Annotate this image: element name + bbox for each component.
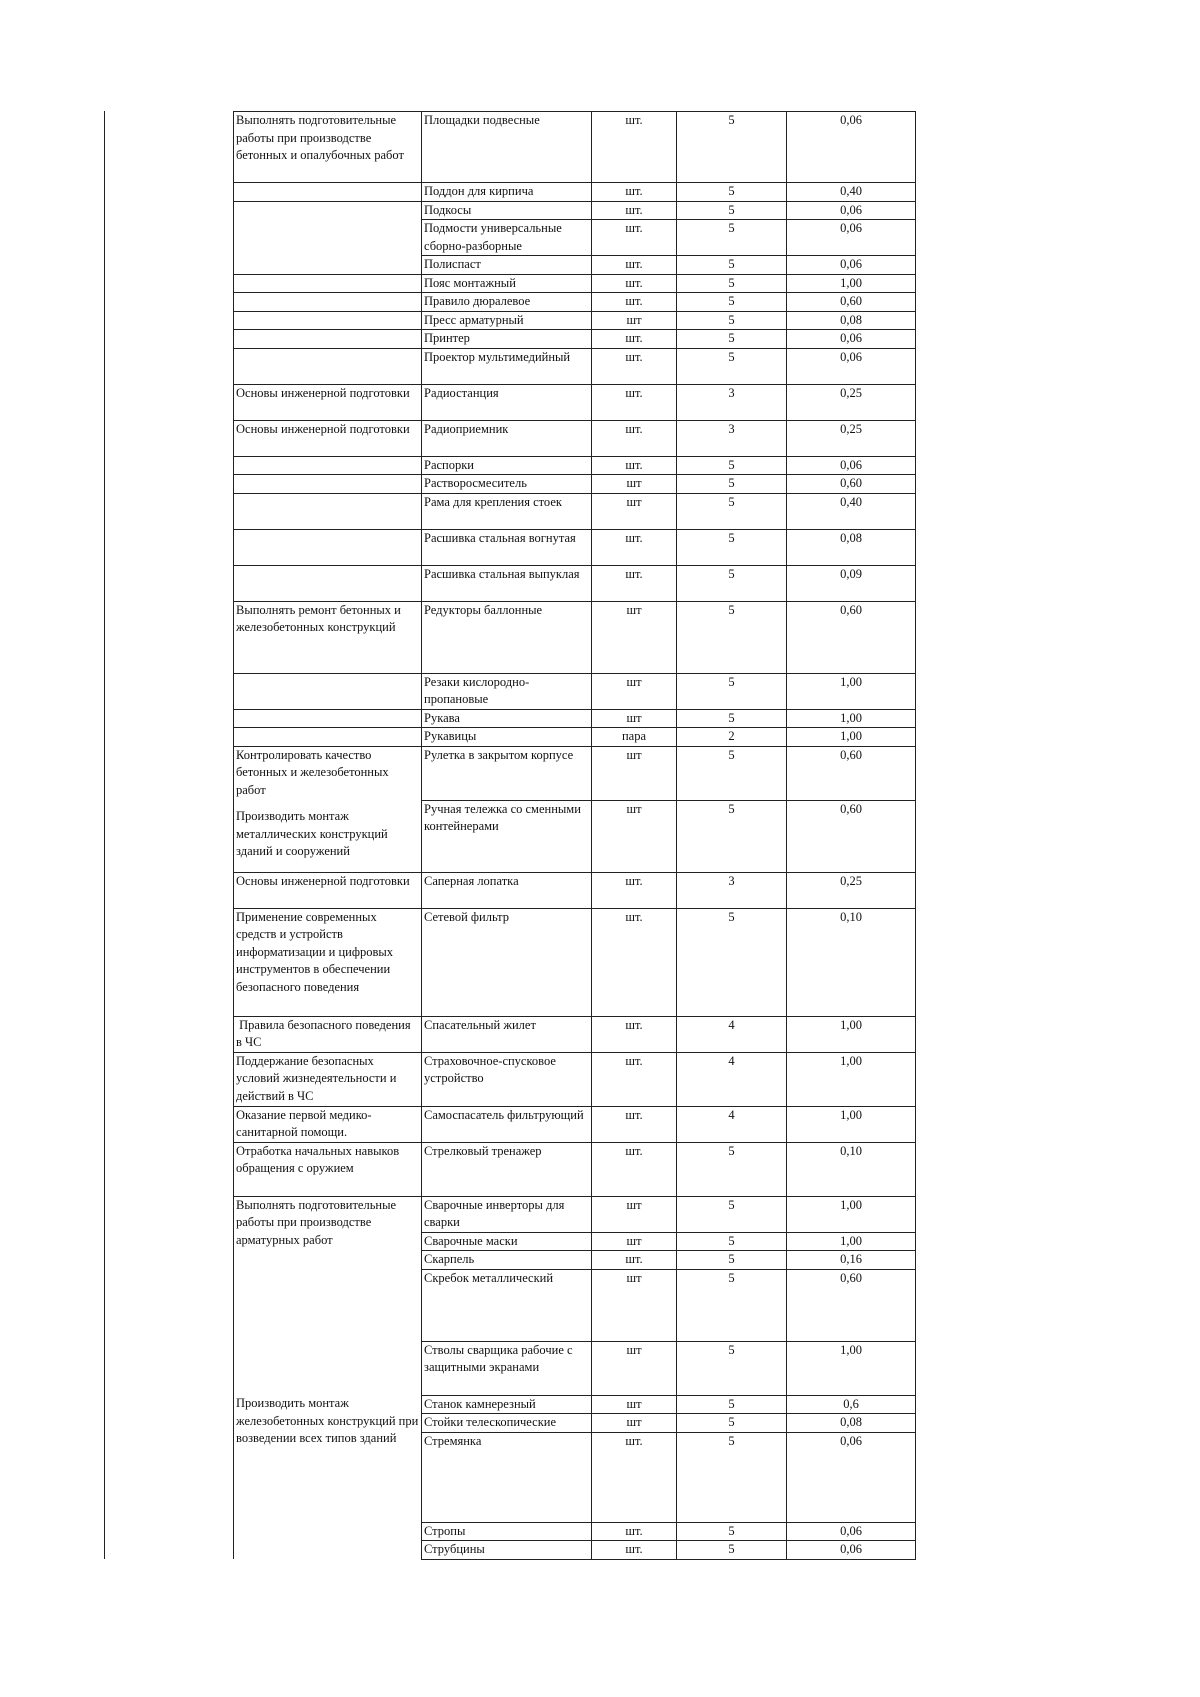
- item-name-cell: Принтер: [422, 330, 592, 349]
- equipment-table: [233, 111, 916, 1560]
- item-name-cell: Поддон для кирпича: [422, 183, 592, 202]
- item-name-cell: Ручная тележка со сменными контейнерами: [422, 800, 592, 872]
- table-row: [234, 1142, 916, 1196]
- coefficient-cell: 0,60: [787, 475, 916, 494]
- unit-cell: шт.: [592, 1052, 677, 1106]
- coefficient-cell: 0,60: [787, 601, 916, 673]
- table-row: [234, 1106, 916, 1142]
- item-name-cell: Расшивка стальная выпуклая: [422, 565, 592, 601]
- unit-cell: шт.: [592, 274, 677, 293]
- competency-cell: [234, 456, 422, 475]
- quantity-cell: 5: [677, 1196, 787, 1232]
- coefficient-cell: 1,00: [787, 274, 916, 293]
- quantity-cell: 5: [677, 293, 787, 312]
- competency-cell: Основы инженерной подготовки: [234, 384, 422, 420]
- unit-cell: шт: [592, 1341, 677, 1395]
- item-name-cell: Самоспасатель фильтрующий: [422, 1106, 592, 1142]
- competency-cell: Правила безопасного поведения в ЧС: [234, 1016, 422, 1052]
- competency-cell: [234, 728, 422, 747]
- competency-cell: [234, 565, 422, 601]
- competency-cell: [234, 274, 422, 293]
- coefficient-cell: 1,00: [787, 1016, 916, 1052]
- table-row: [234, 201, 916, 220]
- quantity-cell: 2: [677, 728, 787, 747]
- coefficient-cell: 0,10: [787, 908, 916, 1016]
- unit-cell: шт.: [592, 112, 677, 183]
- unit-cell: шт.: [592, 330, 677, 349]
- quantity-cell: 5: [677, 1269, 787, 1341]
- item-name-cell: Редукторы баллонные: [422, 601, 592, 673]
- item-name-cell: Подкосы: [422, 201, 592, 220]
- unit-cell: шт.: [592, 420, 677, 456]
- item-name-cell: Стрелковый тренажер: [422, 1142, 592, 1196]
- unit-cell: шт.: [592, 1142, 677, 1196]
- quantity-cell: 5: [677, 1251, 787, 1270]
- item-name-cell: Стропы: [422, 1522, 592, 1541]
- quantity-cell: 3: [677, 384, 787, 420]
- quantity-cell: 5: [677, 493, 787, 529]
- item-name-cell: Стремянка: [422, 1432, 592, 1522]
- unit-cell: шт: [592, 1232, 677, 1251]
- table-row: [234, 1395, 916, 1414]
- unit-cell: шт.: [592, 529, 677, 565]
- item-name-cell: Сварочные маски: [422, 1232, 592, 1251]
- unit-cell: шт.: [592, 872, 677, 908]
- unit-cell: шт.: [592, 1541, 677, 1560]
- item-name-cell: Проектор мультимедийный: [422, 348, 592, 384]
- competency-cell: Отработка начальных навыков обращения с оружием: [234, 1142, 422, 1196]
- quantity-cell: 5: [677, 1414, 787, 1433]
- item-name-cell: Радиоприемник: [422, 420, 592, 456]
- table-row: [234, 908, 916, 1016]
- coefficient-cell: 0,60: [787, 746, 916, 800]
- unit-cell: шт.: [592, 256, 677, 275]
- coefficient-cell: 0,08: [787, 1414, 916, 1433]
- item-name-cell: Скарпель: [422, 1251, 592, 1270]
- quantity-cell: 5: [677, 1142, 787, 1196]
- coefficient-cell: 1,00: [787, 1052, 916, 1106]
- table-row: [234, 673, 916, 709]
- competency-cell: Оказание первой медико-санитарной помощи.: [234, 1106, 422, 1142]
- unit-cell: шт: [592, 1196, 677, 1232]
- table-row: [234, 493, 916, 529]
- coefficient-cell: 0,06: [787, 112, 916, 183]
- table-row: [234, 529, 916, 565]
- competency-cell: [234, 293, 422, 312]
- competency-cell: Выполнять подготовительные работы при производстве арматурных работ: [234, 1196, 422, 1395]
- coefficient-cell: 1,00: [787, 1196, 916, 1232]
- unit-cell: шт: [592, 1269, 677, 1341]
- coefficient-cell: 0,06: [787, 201, 916, 220]
- quantity-cell: 5: [677, 1522, 787, 1541]
- item-name-cell: Рукава: [422, 709, 592, 728]
- coefficient-cell: 0,06: [787, 220, 916, 256]
- coefficient-cell: 0,06: [787, 456, 916, 475]
- competency-cell: Применение современных средств и устройств информатизации и цифровых инструментов в обеспечении безопасного поведения: [234, 908, 422, 1016]
- quantity-cell: 5: [677, 908, 787, 1016]
- coefficient-cell: 0,25: [787, 872, 916, 908]
- table-row: [234, 112, 916, 183]
- coefficient-cell: 0,25: [787, 384, 916, 420]
- item-name-cell: Страховочное-спусковое устройство: [422, 1052, 592, 1106]
- unit-cell: шт: [592, 601, 677, 673]
- competency-cell: [234, 475, 422, 494]
- table-row: [234, 565, 916, 601]
- table-row: [234, 800, 916, 872]
- coefficient-cell: 1,00: [787, 728, 916, 747]
- item-name-cell: Станок камнерезный: [422, 1395, 592, 1414]
- quantity-cell: 5: [677, 348, 787, 384]
- competency-cell: [234, 529, 422, 565]
- item-name-cell: Растворосмеситель: [422, 475, 592, 494]
- item-name-cell: Спасательный жилет: [422, 1016, 592, 1052]
- competency-cell: [234, 493, 422, 529]
- quantity-cell: 5: [677, 475, 787, 494]
- unit-cell: шт.: [592, 348, 677, 384]
- quantity-cell: 5: [677, 256, 787, 275]
- unit-cell: шт.: [592, 1432, 677, 1522]
- unit-cell: шт: [592, 1414, 677, 1433]
- unit-cell: шт.: [592, 1251, 677, 1270]
- quantity-cell: 4: [677, 1016, 787, 1052]
- competency-cell: [234, 709, 422, 728]
- item-name-cell: Правило дюралевое: [422, 293, 592, 312]
- item-name-cell: Полиспаст: [422, 256, 592, 275]
- unit-cell: шт: [592, 1395, 677, 1414]
- coefficient-cell: 0,08: [787, 529, 916, 565]
- table-row: [234, 475, 916, 494]
- unit-cell: шт.: [592, 456, 677, 475]
- table-row: [234, 1016, 916, 1052]
- item-name-cell: Сварочные инверторы для сварки: [422, 1196, 592, 1232]
- unit-cell: шт.: [592, 1106, 677, 1142]
- quantity-cell: 5: [677, 1432, 787, 1522]
- table-row: [234, 183, 916, 202]
- table-row: [234, 420, 916, 456]
- quantity-cell: 5: [677, 601, 787, 673]
- competency-cell: [234, 673, 422, 709]
- item-name-cell: Подмости универсальные сборно-разборные: [422, 220, 592, 256]
- competency-cell: Выполнять подготовительные работы при производстве бетонных и опалубочных работ: [234, 112, 422, 183]
- unit-cell: шт: [592, 709, 677, 728]
- coefficient-cell: 0,40: [787, 183, 916, 202]
- item-name-cell: Саперная лопатка: [422, 872, 592, 908]
- quantity-cell: 5: [677, 274, 787, 293]
- unit-cell: шт: [592, 475, 677, 494]
- item-name-cell: Рукавицы: [422, 728, 592, 747]
- coefficient-cell: 0,25: [787, 420, 916, 456]
- coefficient-cell: 0,60: [787, 293, 916, 312]
- table-row: [234, 384, 916, 420]
- competency-cell: Основы инженерной подготовки: [234, 420, 422, 456]
- unit-cell: шт.: [592, 201, 677, 220]
- coefficient-cell: 0,6: [787, 1395, 916, 1414]
- competency-cell: Производить монтаж железобетонных конструкций при возведении всех типов зданий: [234, 1395, 422, 1559]
- unit-cell: шт: [592, 800, 677, 872]
- quantity-cell: 5: [677, 800, 787, 872]
- competency-cell: [234, 330, 422, 349]
- quantity-cell: 5: [677, 673, 787, 709]
- table-row: [234, 709, 916, 728]
- coefficient-cell: 1,00: [787, 1232, 916, 1251]
- item-name-cell: Распорки: [422, 456, 592, 475]
- quantity-cell: 5: [677, 1541, 787, 1560]
- coefficient-cell: 0,06: [787, 1541, 916, 1560]
- competency-cell: [234, 183, 422, 202]
- coefficient-cell: 1,00: [787, 1106, 916, 1142]
- table-row: [234, 728, 916, 747]
- coefficient-cell: 0,06: [787, 256, 916, 275]
- table-row: [234, 348, 916, 384]
- quantity-cell: 5: [677, 112, 787, 183]
- quantity-cell: 5: [677, 311, 787, 330]
- coefficient-cell: 0,06: [787, 348, 916, 384]
- competency-cell: Основы инженерной подготовки: [234, 872, 422, 908]
- item-name-cell: Площадки подвесные: [422, 112, 592, 183]
- quantity-cell: 5: [677, 1341, 787, 1395]
- table-row: [234, 1052, 916, 1106]
- competency-cell: [234, 348, 422, 384]
- item-name-cell: Сетевой фильтр: [422, 908, 592, 1016]
- quantity-cell: 5: [677, 1395, 787, 1414]
- competency-cell: Выполнять ремонт бетонных и железобетонных конструкций: [234, 601, 422, 673]
- table-row: [234, 311, 916, 330]
- unit-cell: шт: [592, 746, 677, 800]
- quantity-cell: 3: [677, 872, 787, 908]
- competency-cell: Поддержание безопасных условий жизнедеятельности и действий в ЧС: [234, 1052, 422, 1106]
- quantity-cell: 5: [677, 709, 787, 728]
- competency-cell: [234, 201, 422, 274]
- competency-cell: Производить монтаж металлических конструкций зданий и сооружений: [234, 800, 422, 872]
- unit-cell: шт: [592, 493, 677, 529]
- item-name-cell: Струбцины: [422, 1541, 592, 1560]
- item-name-cell: Стойки телескопические: [422, 1414, 592, 1433]
- quantity-cell: 5: [677, 746, 787, 800]
- quantity-cell: 5: [677, 456, 787, 475]
- coefficient-cell: 0,40: [787, 493, 916, 529]
- item-name-cell: Скребок металлический: [422, 1269, 592, 1341]
- competency-cell: Контролировать качество бетонных и железобетонных работ: [234, 746, 422, 800]
- table-row: [234, 274, 916, 293]
- quantity-cell: 5: [677, 1232, 787, 1251]
- item-name-cell: Рама для крепления стоек: [422, 493, 592, 529]
- item-name-cell: Пресс арматурный: [422, 311, 592, 330]
- quantity-cell: 4: [677, 1106, 787, 1142]
- coefficient-cell: 1,00: [787, 1341, 916, 1395]
- item-name-cell: Радиостанция: [422, 384, 592, 420]
- coefficient-cell: 0,09: [787, 565, 916, 601]
- quantity-cell: 3: [677, 420, 787, 456]
- unit-cell: шт.: [592, 1522, 677, 1541]
- unit-cell: шт: [592, 311, 677, 330]
- unit-cell: шт.: [592, 565, 677, 601]
- quantity-cell: 5: [677, 330, 787, 349]
- unit-cell: шт.: [592, 908, 677, 1016]
- unit-cell: пара: [592, 728, 677, 747]
- quantity-cell: 5: [677, 565, 787, 601]
- page-margin-line: [104, 111, 105, 1559]
- coefficient-cell: 0,60: [787, 800, 916, 872]
- competency-cell: [234, 311, 422, 330]
- unit-cell: шт.: [592, 1016, 677, 1052]
- table-row: [234, 872, 916, 908]
- quantity-cell: 4: [677, 1052, 787, 1106]
- quantity-cell: 5: [677, 220, 787, 256]
- coefficient-cell: 1,00: [787, 673, 916, 709]
- item-name-cell: Рулетка в закрытом корпусе: [422, 746, 592, 800]
- quantity-cell: 5: [677, 201, 787, 220]
- item-name-cell: Расшивка стальная вогнутая: [422, 529, 592, 565]
- table-row: [234, 601, 916, 673]
- quantity-cell: 5: [677, 529, 787, 565]
- unit-cell: шт.: [592, 220, 677, 256]
- unit-cell: шт.: [592, 183, 677, 202]
- table-row: [234, 1196, 916, 1232]
- unit-cell: шт.: [592, 384, 677, 420]
- item-name-cell: Стволы сварщика рабочие с защитными экранами: [422, 1341, 592, 1395]
- table-row: [234, 456, 916, 475]
- coefficient-cell: 0,06: [787, 330, 916, 349]
- table-row: [234, 746, 916, 800]
- coefficient-cell: 0,06: [787, 1522, 916, 1541]
- coefficient-cell: 1,00: [787, 709, 916, 728]
- coefficient-cell: 0,16: [787, 1251, 916, 1270]
- item-name-cell: Резаки кислородно-пропановые: [422, 673, 592, 709]
- coefficient-cell: 0,08: [787, 311, 916, 330]
- table-row: [234, 293, 916, 312]
- coefficient-cell: 0,10: [787, 1142, 916, 1196]
- item-name-cell: Пояс монтажный: [422, 274, 592, 293]
- unit-cell: шт: [592, 673, 677, 709]
- unit-cell: шт.: [592, 293, 677, 312]
- table-row: [234, 330, 916, 349]
- coefficient-cell: 0,60: [787, 1269, 916, 1341]
- quantity-cell: 5: [677, 183, 787, 202]
- coefficient-cell: 0,06: [787, 1432, 916, 1522]
